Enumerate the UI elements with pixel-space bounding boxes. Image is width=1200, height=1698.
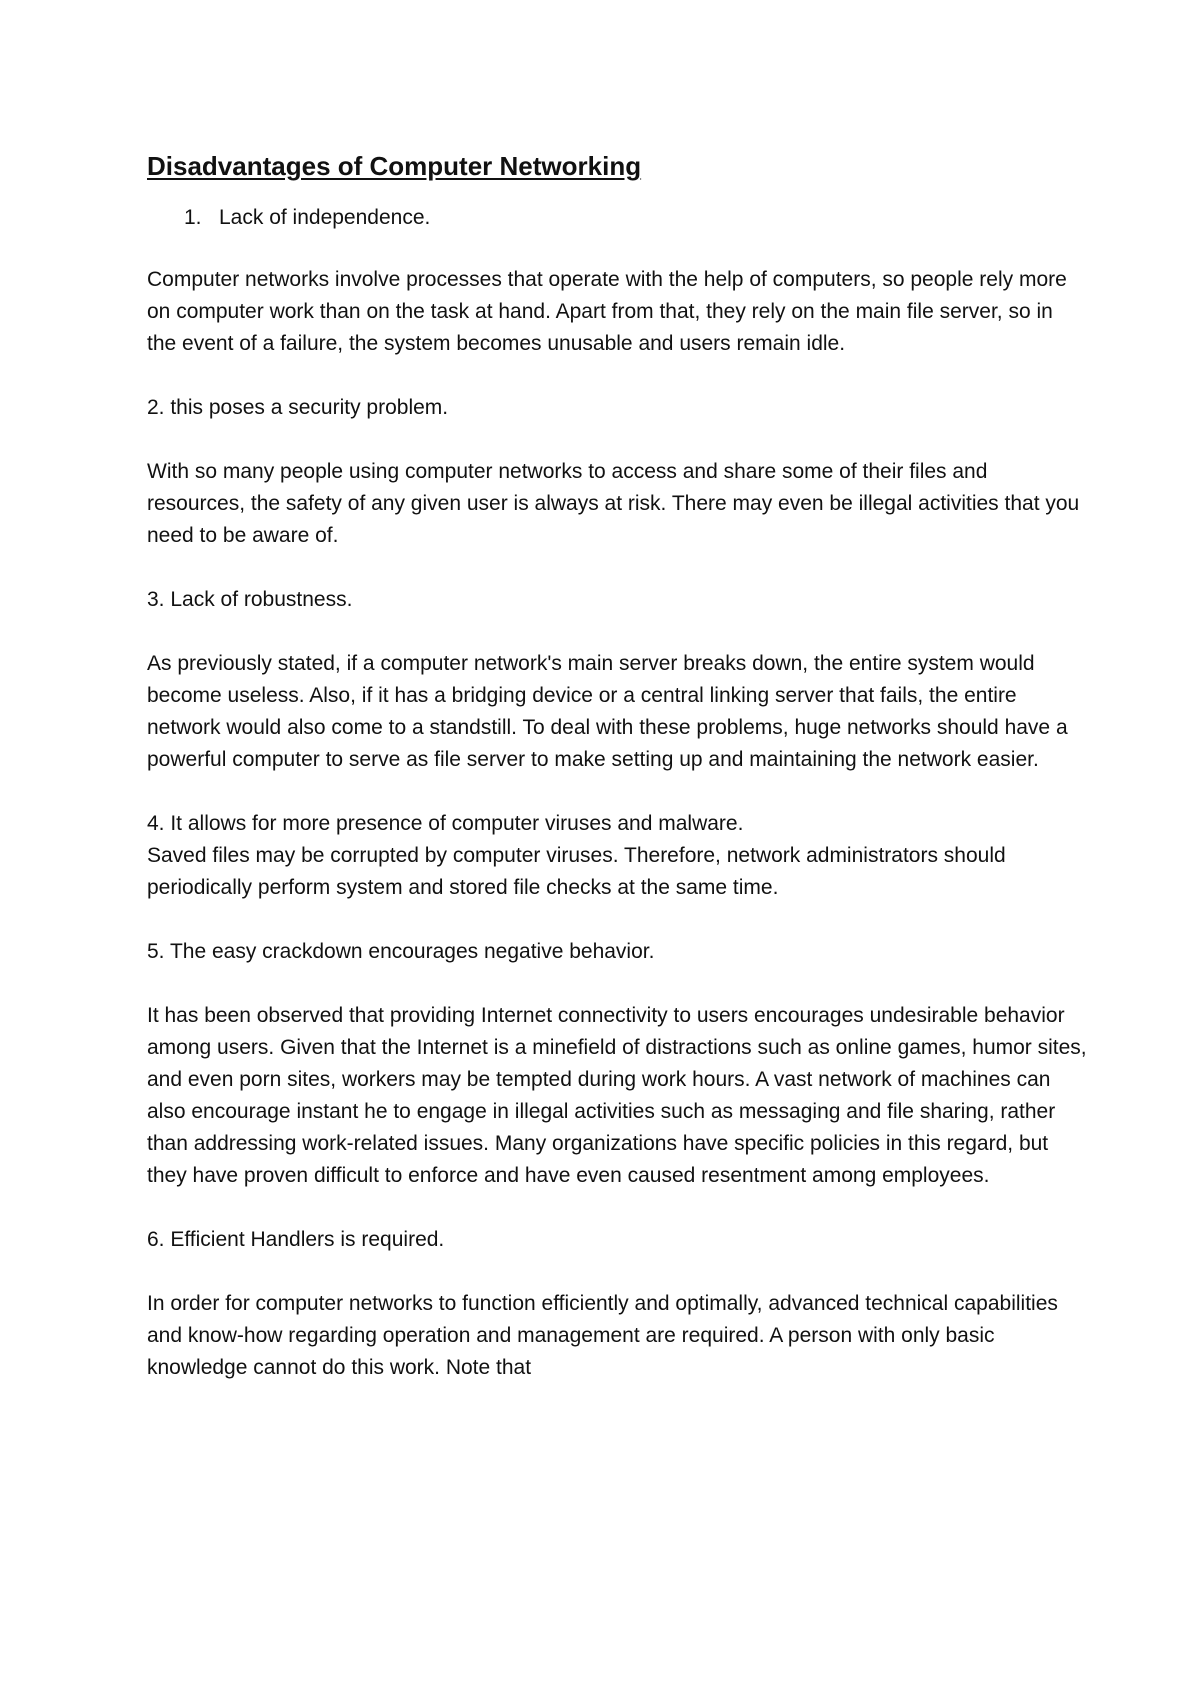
paragraph-3: As previously stated, if a computer network's main server breaks down, the entire system would become useless. Also, if it has a bridging device or a central linking server that fails, the entire network would also come to a standstill. To deal with these problems, huge networks should have a powerful computer to serve as file server to make setting up and maintaining the network easier. bbox=[147, 652, 1068, 771]
paragraph-5: It has been observed that providing Internet connectivity to users encourages undesirable behavior among users. Given that the Internet is a minefield of distractions such as online games, humor sites, and even porn sites, workers may be tempted during work hours. A vast network of machines can also encourage instant he to engage in illegal activities such as messaging and file sharing, rather than addressing work-related issues. Many organizations have specific policies in this regard, but they have proven difficult to enforce and have even caused resentment among employees. bbox=[147, 1004, 1087, 1187]
heading-3: 3. Lack of robustness. bbox=[147, 588, 353, 611]
list-number-1: 1. bbox=[184, 206, 202, 229]
heading-1: Lack of independence. bbox=[219, 206, 431, 229]
document-title: Disadvantages of Computer Networking bbox=[147, 151, 642, 181]
list-item-1 bbox=[147, 202, 1087, 234]
paragraph-2: With so many people using computer networks to access and share some of their files and resources, the safety of any given user is always at risk. There may even be illegal activities that you need to be aware of. bbox=[147, 460, 1080, 547]
paragraph-1: Computer networks involve processes that operate with the help of computers, so people rely more on computer work than on the task at hand. Apart from that, they rely on the main file server, so in the event of a failure, the system becomes unusable and users remain idle. bbox=[147, 268, 1067, 355]
heading-4: 4. It allows for more presence of computer viruses and malware. bbox=[147, 812, 744, 835]
heading-5: 5. The easy crackdown encourages negative behavior. bbox=[147, 940, 655, 963]
heading-2: 2. this poses a security problem. bbox=[147, 396, 449, 419]
paragraph-6: In order for computer networks to function efficiently and optimally, advanced technical capabilities and know-how regarding operation and management are required. A person with only basic knowledge cannot do this work. Note that bbox=[147, 1292, 1058, 1379]
heading-6: 6. Efficient Handlers is required. bbox=[147, 1228, 445, 1251]
paragraph-4: Saved files may be corrupted by computer viruses. Therefore, network administrators should periodically perform system and stored file checks at the same time. bbox=[147, 844, 1006, 899]
document-body bbox=[147, 148, 1087, 1416]
